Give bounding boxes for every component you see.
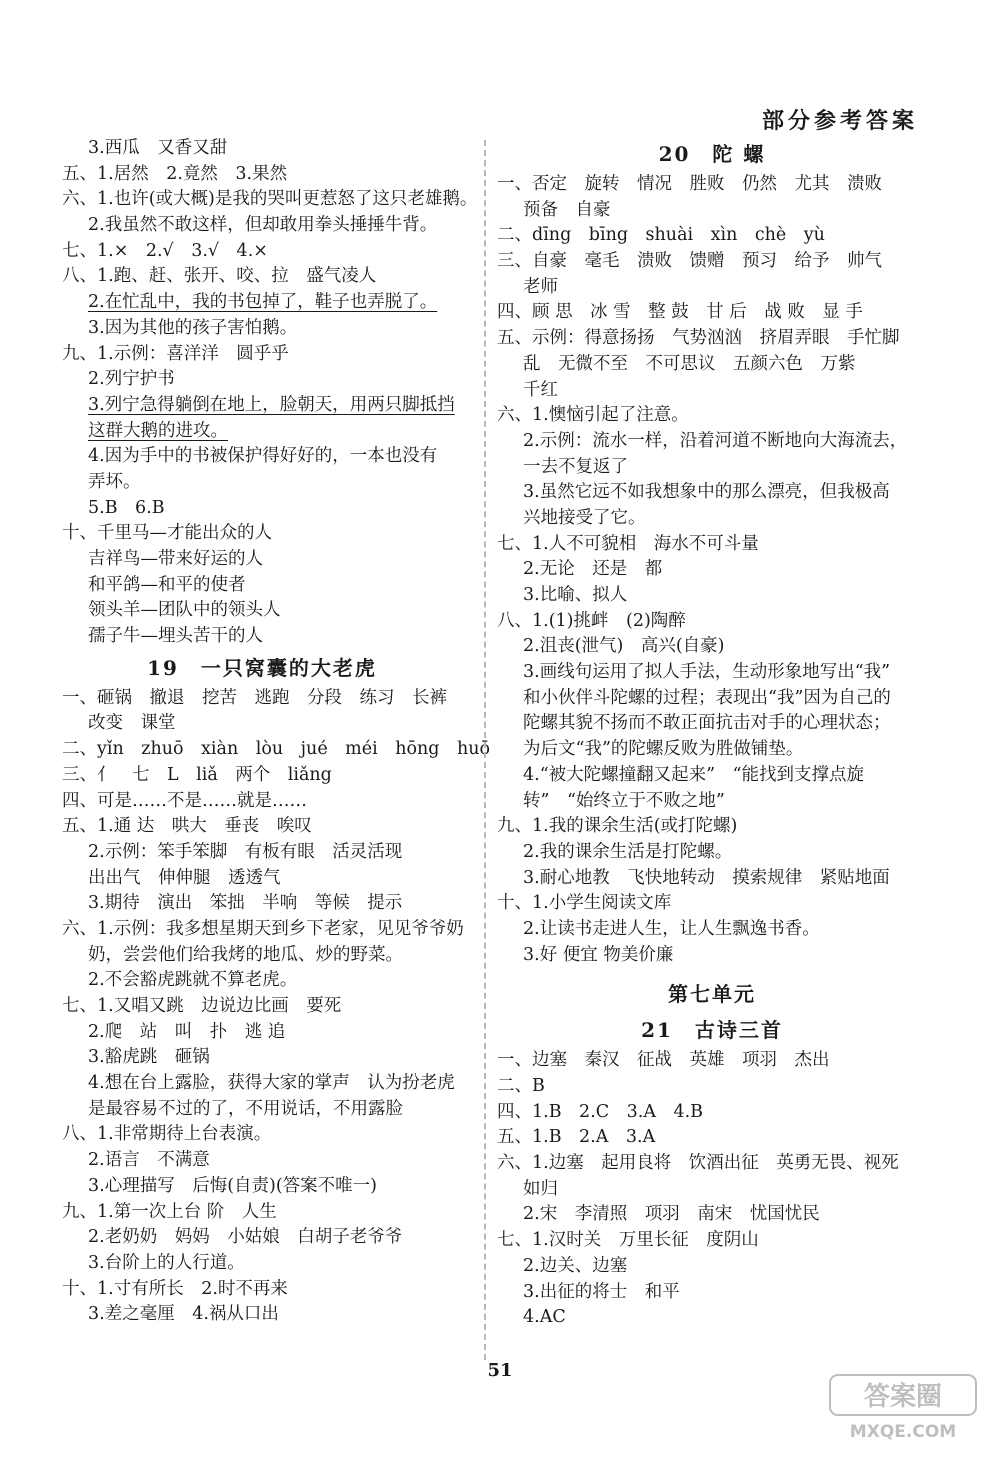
answer-line: 九、1.示例：喜洋洋 圆乎乎	[62, 343, 289, 364]
page-header-title: 部分参考答案	[761, 108, 918, 134]
answer-line: 2.老奶奶 妈妈 小姑娘 白胡子老爷爷	[88, 1227, 403, 1248]
answer-line: 三、自豪 毫毛 溃败 馈赠 预习 给予 帅气	[497, 251, 882, 272]
right-column	[497, 136, 927, 1331]
answer-line: 领头羊—团队中的领头人	[88, 600, 281, 621]
answer-line: 兴地接受了它。	[523, 507, 646, 528]
answer-line: 3.虽然它远不如我想象中的那么漂亮，但我极高	[523, 482, 890, 503]
answer-line: 3.西瓜 又香又甜	[88, 138, 228, 158]
answer-line: 3.耐心地教 飞快地转动 摸索规律 紧贴地面	[523, 867, 890, 888]
answer-line: 五、1.居然 2.竟然 3.果然	[62, 163, 288, 184]
answer-line: 4.“被大陀螺撞翻又起来” “能找到支撑点旋	[523, 764, 865, 785]
answer-line: 七、1.又唱又跳 边说边比画 要死	[62, 996, 342, 1016]
answer-line: 2.边关、边塞	[523, 1255, 628, 1276]
answer-line: 六、1.也许(或大概)是我的哭叫更惹怒了这只老雄鹅。	[62, 189, 478, 210]
answer-line: 3.台阶上的人行道。	[88, 1252, 245, 1273]
answer-line: 七、1.汉时关 万里长征 度阴山	[497, 1230, 759, 1251]
answer-line: 3.心理描写 后悔(自责)(答案不唯一)	[88, 1175, 378, 1196]
answer-line: 九、1.我的课余生活(或打陀螺)	[497, 816, 738, 837]
answer-line: 4.因为手中的书被保护得好好的，一本也没有	[88, 446, 438, 467]
answer-line: 和小伙伴斗陀螺的过程；表现出“我”因为自己的	[523, 687, 891, 708]
section-title: 20 陀 螺	[658, 142, 766, 166]
answer-line: 3.期待 演出 笨拙 半响 等候 提示	[88, 893, 403, 914]
answer-line: 吉祥鸟—带来好运的人	[88, 549, 263, 569]
answer-line: 八、1.(1)挑衅 (2)陶醉	[497, 610, 686, 631]
answer-line: 3.差之毫厘 4.祸从口出	[88, 1304, 279, 1325]
answer-line: 老师	[523, 276, 558, 297]
watermark-bottom-text: MXQE.COM	[849, 1422, 957, 1442]
answer-line: 八、1.跑、赶、张开、咬、拉 盛气凌人	[62, 266, 377, 287]
answer-line: 一、边塞 秦汉 征战 英雄 项羽 杰出	[497, 1050, 830, 1071]
answer-line: 二、B	[497, 1076, 545, 1096]
section-title: 21 古诗三首	[641, 1018, 783, 1043]
answer-line: 这群大鹅的进攻。	[88, 420, 228, 441]
answer-line: 5.B 6.B	[88, 497, 165, 518]
answer-line: 3.因为其他的孩子害怕鹅。	[88, 317, 298, 338]
answer-line: 为后文“我”的陀螺反败为胜做铺垫。	[523, 739, 804, 760]
answer-line: 六、1.懊恼引起了注意。	[497, 405, 689, 426]
section-title: 第七单元	[668, 982, 756, 1007]
answer-line: 2.列宁护书	[88, 369, 175, 390]
answer-line: 转” “始终立于不败之地”	[523, 790, 725, 811]
answer-line: 3.画线句运用了拟人手法，生动形象地写出“我”	[523, 662, 891, 683]
answer-line: 4.AC	[523, 1307, 566, 1328]
answer-line: 九、1.第一次上台 阶 人生	[62, 1201, 277, 1222]
answer-line: 预备 自豪	[523, 199, 611, 220]
page-number: 51	[487, 1360, 513, 1381]
answer-line: 和平鸽—和平的使者	[88, 574, 246, 595]
answer-line: 改变 课堂	[88, 713, 176, 734]
answer-line: 四、1.B 2.C 3.A 4.B	[497, 1101, 704, 1122]
answer-line: 2.我的课余生活是打陀螺。	[523, 841, 733, 862]
answer-line: 2.无论 还是 都	[523, 559, 663, 580]
answer-line: 五、1.B 2.A 3.A	[497, 1127, 656, 1148]
answer-line: 八、1.非常期待上台表演。	[62, 1124, 272, 1145]
left-column	[62, 136, 491, 1328]
answer-line: 七、1.× 2.√ 3.√ 4.×	[62, 240, 268, 261]
answer-line: 2.爬 站 叫 扑 逃 追	[88, 1021, 286, 1042]
answer-line: 4.想在台上露脸，获得大家的掌声 认为扮老虎	[88, 1073, 455, 1094]
answer-line: 2.在忙乱中，我的书包掉了，鞋子也弄脱了。	[88, 292, 438, 313]
answer-line: 2.让读书走进人生，让人生飘逸书香。	[523, 918, 820, 939]
answer-line: 2.不会豁虎跳就不算老虎。	[88, 970, 298, 991]
answer-line: 陀螺其貌不扬而不敢正面抗击对手的心理状态；	[523, 713, 891, 734]
answer-line: 2.我虽然不敢这样，但却敢用拳头捶捶牛背。	[88, 215, 438, 236]
answer-line: 乱 无微不至 不可思议 五颜六色 万紫	[523, 353, 856, 374]
answer-line: 十、1.小学生阅读文库	[497, 893, 672, 914]
answer-line: 奶，尝尝他们给我烤的地瓜、炒的野菜。	[88, 944, 403, 965]
answer-line: 四、顾 思 冰 雪 整 鼓 甘 后 战 败 显 手	[497, 302, 863, 323]
section-title: 19 一只窝囊的大老虎	[147, 655, 377, 680]
answer-line: 2.语言 不满意	[88, 1150, 210, 1171]
spacer	[497, 968, 927, 976]
answer-line: 是最容易不过的了，不用说话，不用露脸	[88, 1098, 403, 1119]
answer-line: 3.比喻、拟人	[523, 585, 628, 605]
answer-line: 十、千里马—才能出众的人	[62, 523, 272, 544]
answer-line: 千红	[523, 379, 558, 400]
answer-line: 弄坏。	[88, 471, 141, 492]
answer-line: 二、dīng bīng shuài xìn chè yù	[497, 225, 825, 246]
answer-line: 七、1.人不可貌相 海水不可斗量	[497, 533, 759, 554]
column-divider	[484, 140, 486, 1360]
answer-line: 四、可是……不是……就是……	[62, 790, 307, 811]
answer-line: 孺子牛—埋头苦干的人	[88, 626, 263, 647]
answer-line: 3.出征的将士 和平	[523, 1281, 680, 1302]
answer-line: 2.示例：笨手笨脚 有板有眼 活灵活现	[88, 841, 403, 862]
answer-line: 三、亻 七 L liǎ 两个 liǎng	[62, 764, 332, 785]
watermark-top-text: 答案圈	[863, 1382, 943, 1412]
answer-line: 六、1.边塞 起用良将 饮酒出征 英勇无畏、视死	[497, 1153, 899, 1174]
answer-line: 二、yǐn zhuō xiàn lòu jué méi hōng huō	[62, 739, 491, 760]
answer-line: 2.沮丧(泄气) 高兴(自豪)	[523, 636, 725, 657]
answer-line: 出出气 伸伸腿 透透气	[88, 867, 281, 888]
answer-line: 一去不复返了	[523, 456, 628, 477]
answer-line: 2.宋 李清照 项羽 南宋 忧国忧民	[523, 1204, 820, 1225]
answer-line: 六、1.示例：我多想星期天到乡下老家，见见爷爷奶	[62, 918, 464, 939]
answer-line: 2.示例：流水一样，沿着河道不断地向大海流去，	[523, 430, 908, 451]
answer-line: 如归	[523, 1178, 558, 1199]
answer-line: 3.好 便宜 物美价廉	[523, 944, 674, 965]
answer-line: 五、示例：得意扬扬 气势汹汹 挤眉弄眼 手忙脚	[497, 328, 900, 349]
answer-line: 一、砸锅 撤退 挖苦 逃跑 分段 练习 长裤	[62, 687, 447, 708]
answer-line: 3.豁虎跳 砸锅	[88, 1047, 210, 1068]
answer-line: 十、1.寸有所长 2.时不再来	[62, 1278, 288, 1299]
answer-line: 一、否定 旋转 情况 胜败 仍然 尤其 溃败	[497, 174, 882, 194]
watermark-logo	[828, 1373, 978, 1443]
answer-line: 3.列宁急得躺倒在地上，脸朝天，用两只脚抵挡	[88, 394, 455, 415]
answer-line: 五、1.通 达 哄大 垂丧 唉叹	[62, 816, 312, 837]
